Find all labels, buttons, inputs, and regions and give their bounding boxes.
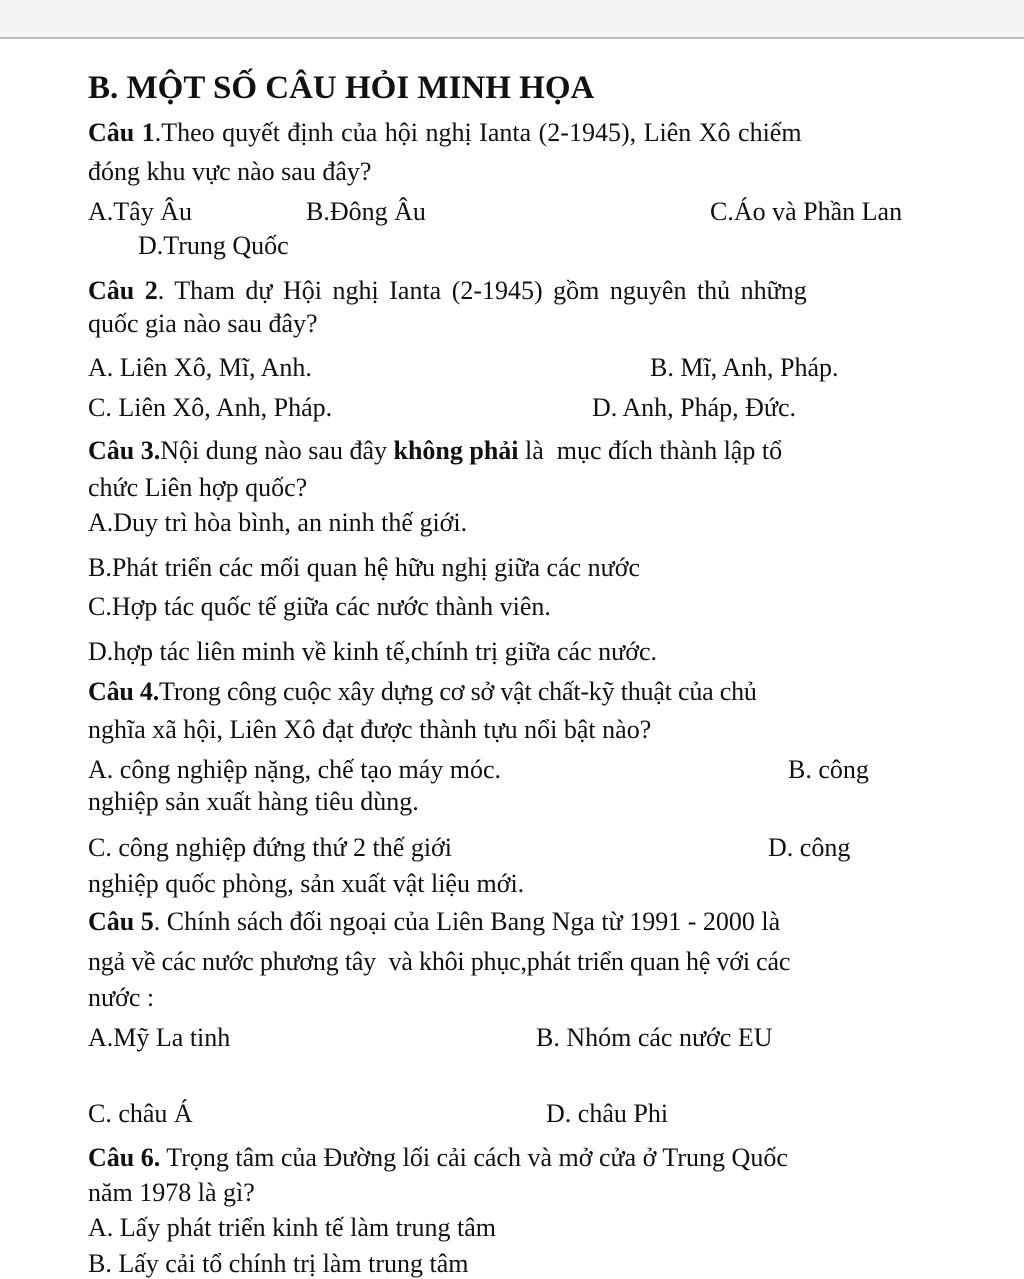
question-6-stem-text: Trọng tâm của Đường lối cải cách và mở cửa ở Trung Quốc [160,1143,788,1172]
question-1-option-b: B.Đông Âu [306,197,426,226]
question-3-option-b: B.Phát triển các mối quan hệ hữu nghị giữa các nước [88,553,641,582]
question-4-stem-text: Trong công cuộc xây dựng cơ sở vật chất-kỹ thuật của chủ [159,677,757,706]
question-4-option-d: D. công [768,833,851,862]
question-3-stem-line-1 [88,436,782,466]
question-5-stem-text: . Chính sách đối ngoại của Liên Bang Nga từ 1991 - 2000 là [153,907,781,936]
question-6-stem-line-1 [88,1143,788,1173]
question-1-stem-text: .Theo quyết định của hội nghị Ianta (2-1945), Liên Xô chiếm [154,118,802,147]
question-5-stem-line-1 [88,907,780,937]
question-2-stem-line-2: quốc gia nào sau đây? [88,309,318,338]
question-1-option-c: C.Áo và Phần Lan [710,197,903,226]
question-4-label: Câu 4. [88,677,160,706]
question-1-option-d: D.Trung Quốc [138,231,289,260]
question-2-option-b: B. Mĩ, Anh, Pháp. [650,353,839,382]
question-1-stem-line-2: đóng khu vực nào sau đây? [88,157,372,186]
question-2-label: Câu 2 [88,276,158,305]
question-6-stem-line-2: năm 1978 là gì? [88,1178,255,1207]
question-5-option-c: C. châu Á [88,1099,193,1128]
section-title: B. MỘT SỐ CÂU HỎI MINH HỌA [88,70,595,106]
question-3-stem-line-2: chức Liên hợp quốc? [88,473,308,502]
question-2-option-a: A. Liên Xô, Mĩ, Anh. [88,353,312,382]
question-4-option-c: C. công nghiệp đứng thứ 2 thế giới [88,833,453,862]
question-1-option-a: A.Tây Âu [88,197,192,226]
question-5-option-d: D. châu Phi [546,1099,669,1128]
question-6-label: Câu 6. [88,1143,161,1172]
question-2-option-c: C. Liên Xô, Anh, Pháp. [88,393,333,422]
question-6-option-b: B. Lấy cải tổ chính trị làm trung tâm [88,1249,469,1278]
question-2-stem-line-1 [88,276,807,306]
question-4-option-a: A. công nghiệp nặng, chế tạo máy móc. [88,755,501,784]
question-3-option-c: C.Hợp tác quốc tế giữa các nước thành viên. [88,592,551,621]
question-6-option-a: A. Lấy phát triển kinh tế làm trung tâm [88,1213,496,1242]
question-5-option-b: B. Nhóm các nước EU [536,1023,773,1052]
question-5-label: Câu 5 [88,907,154,936]
question-3-option-a: A.Duy trì hòa bình, an ninh thế giới. [88,508,468,537]
question-5-stem-line-3: nước : [88,983,155,1012]
question-5-option-a: A.Mỹ La tinh [88,1023,231,1052]
question-2-stem-text: . Tham dự Hội nghị Ianta (2-1945) gồm nguyên thủ những [157,276,807,305]
question-3-stem-text-end: là mục đích thành lập tổ [518,436,783,465]
question-4-stem-line-2: nghĩa xã hội, Liên Xô đạt được thành tựu nổi bật nào? [88,715,652,744]
question-4-option-b-continued: nghiệp sản xuất hàng tiêu dùng. [88,787,419,816]
question-4-option-b: B. công [788,755,869,784]
question-1-label: Câu 1 [88,118,155,147]
question-4-stem-line-1 [88,677,757,707]
question-3-option-d: D.hợp tác liên minh về kinh tế,chính trị giữa các nước. [88,637,658,666]
question-1-stem-line-1 [88,118,802,148]
question-4-option-d-continued: nghiệp quốc phòng, sản xuất vật liệu mới. [88,869,525,898]
question-2-option-d: D. Anh, Pháp, Đức. [592,393,797,422]
question-5-stem-line-2: ngả về các nước phương tây và khôi phục,phát triển quan hệ với các [88,947,791,976]
question-3-label: Câu 3. [88,436,161,465]
question-3-emphasis: không phải [393,436,519,465]
question-3-stem-text: Nội dung nào sau đây [160,436,394,465]
viewer-top-bar [0,0,1024,39]
